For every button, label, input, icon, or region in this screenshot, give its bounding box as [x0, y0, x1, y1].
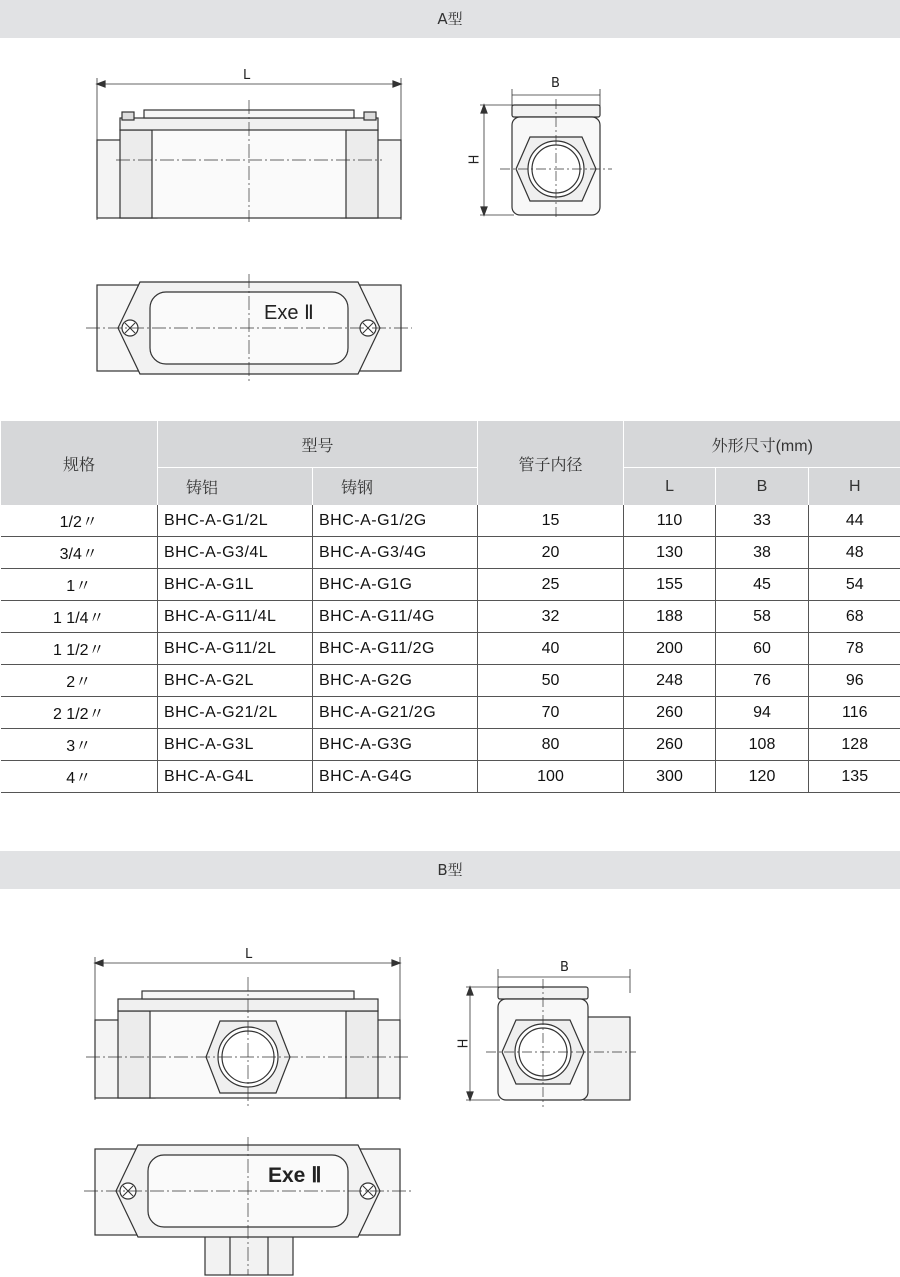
- cell-B: 108: [716, 729, 809, 761]
- cell-H: 54: [809, 569, 900, 601]
- cell-cast-steel: BHC-A-G1G: [313, 569, 478, 601]
- cell-pipe-dia: 40: [478, 633, 624, 665]
- cell-B: 120: [716, 761, 809, 793]
- header-pipe-dia: 管子内径: [478, 421, 624, 506]
- header-dims: 外形尺寸(mm): [624, 421, 900, 468]
- cell-cast-steel: BHC-A-G1/2G: [313, 505, 478, 537]
- cell-cast-steel: BHC-A-G21/2G: [313, 697, 478, 729]
- b-top-view-drawing: [80, 1135, 420, 1277]
- table-row: [1, 601, 900, 633]
- cell-pipe-dia: 20: [478, 537, 624, 569]
- b-front-dim-L: L: [245, 947, 253, 962]
- a-top-marking: Exe Ⅱ: [264, 302, 314, 324]
- cell-B: 76: [716, 665, 809, 697]
- cell-cast-aluminum: BHC-A-G3L: [158, 729, 313, 761]
- cell-spec: 1〃: [1, 569, 158, 601]
- cell-cast-steel: BHC-A-G2G: [313, 665, 478, 697]
- cell-B: 94: [716, 697, 809, 729]
- cell-B: 60: [716, 633, 809, 665]
- cell-pipe-dia: 80: [478, 729, 624, 761]
- header-cast-steel: 铸钢: [313, 468, 478, 506]
- b-side-view-drawing: [460, 965, 640, 1110]
- header-L: L: [624, 468, 716, 506]
- a-front-view-drawing: [80, 70, 430, 230]
- header-spec: 规格: [1, 421, 158, 506]
- table-row: [1, 633, 900, 665]
- cell-pipe-dia: 32: [478, 601, 624, 633]
- cell-spec: 2〃: [1, 665, 158, 697]
- cell-cast-aluminum: BHC-A-G1L: [158, 569, 313, 601]
- cell-spec: 4〃: [1, 761, 158, 793]
- cell-cast-steel: BHC-A-G3G: [313, 729, 478, 761]
- header-H: H: [809, 468, 900, 506]
- cell-B: 58: [716, 601, 809, 633]
- cell-spec: 1 1/2〃: [1, 633, 158, 665]
- cell-cast-steel: BHC-A-G11/4G: [313, 601, 478, 633]
- b-side-dim-B: B: [560, 960, 569, 975]
- section-b-title: B型: [0, 851, 900, 889]
- cell-cast-aluminum: BHC-A-G3/4L: [158, 537, 313, 569]
- cell-L: 200: [624, 633, 716, 665]
- cell-H: 78: [809, 633, 900, 665]
- cell-L: 300: [624, 761, 716, 793]
- cell-spec: 3/4〃: [1, 537, 158, 569]
- cell-L: 260: [624, 729, 716, 761]
- cell-H: 128: [809, 729, 900, 761]
- cell-cast-aluminum: BHC-A-G11/2L: [158, 633, 313, 665]
- cell-spec: 1/2〃: [1, 505, 158, 537]
- cell-cast-aluminum: BHC-A-G2L: [158, 665, 313, 697]
- cell-pipe-dia: 50: [478, 665, 624, 697]
- cell-H: 135: [809, 761, 900, 793]
- cell-L: 248: [624, 665, 716, 697]
- cell-H: 48: [809, 537, 900, 569]
- cell-cast-aluminum: BHC-A-G1/2L: [158, 505, 313, 537]
- cell-cast-aluminum: BHC-A-G21/2L: [158, 697, 313, 729]
- table-row: [1, 505, 900, 537]
- spec-table: [0, 420, 900, 793]
- table-row: [1, 537, 900, 569]
- cell-L: 155: [624, 569, 716, 601]
- table-row: [1, 729, 900, 761]
- header-B: B: [716, 468, 809, 506]
- a-side-dim-H: H: [467, 154, 483, 165]
- cell-pipe-dia: 100: [478, 761, 624, 793]
- cell-spec: 2 1/2〃: [1, 697, 158, 729]
- spec-table-body: [1, 505, 900, 793]
- cell-cast-steel: BHC-A-G11/2G: [313, 633, 478, 665]
- cell-spec: 1 1/4〃: [1, 601, 158, 633]
- cell-H: 68: [809, 601, 900, 633]
- a-side-dim-B: B: [551, 76, 560, 91]
- table-row: [1, 569, 900, 601]
- cell-pipe-dia: 25: [478, 569, 624, 601]
- header-model: 型号: [158, 421, 478, 468]
- cell-spec: 3〃: [1, 729, 158, 761]
- cell-B: 45: [716, 569, 809, 601]
- cell-pipe-dia: 15: [478, 505, 624, 537]
- cell-L: 130: [624, 537, 716, 569]
- a-top-view-drawing: [80, 270, 420, 390]
- cell-H: 96: [809, 665, 900, 697]
- cell-H: 116: [809, 697, 900, 729]
- b-top-marking: Exe Ⅱ: [268, 1164, 322, 1187]
- cell-cast-steel: BHC-A-G4G: [313, 761, 478, 793]
- table-row: [1, 761, 900, 793]
- cell-pipe-dia: 70: [478, 697, 624, 729]
- cell-H: 44: [809, 505, 900, 537]
- a-side-view-drawing: [470, 85, 620, 225]
- cell-B: 38: [716, 537, 809, 569]
- cell-B: 33: [716, 505, 809, 537]
- cell-cast-aluminum: BHC-A-G11/4L: [158, 601, 313, 633]
- b-front-view-drawing: [80, 955, 420, 1115]
- section-a-title: A型: [0, 0, 900, 38]
- cell-cast-aluminum: BHC-A-G4L: [158, 761, 313, 793]
- cell-L: 110: [624, 505, 716, 537]
- header-cast-aluminum: 铸铝: [158, 468, 313, 506]
- cell-L: 260: [624, 697, 716, 729]
- table-row: [1, 665, 900, 697]
- cell-cast-steel: BHC-A-G3/4G: [313, 537, 478, 569]
- cell-L: 188: [624, 601, 716, 633]
- b-side-dim-H: H: [456, 1038, 472, 1049]
- a-front-dim-L: L: [243, 68, 251, 83]
- table-row: [1, 697, 900, 729]
